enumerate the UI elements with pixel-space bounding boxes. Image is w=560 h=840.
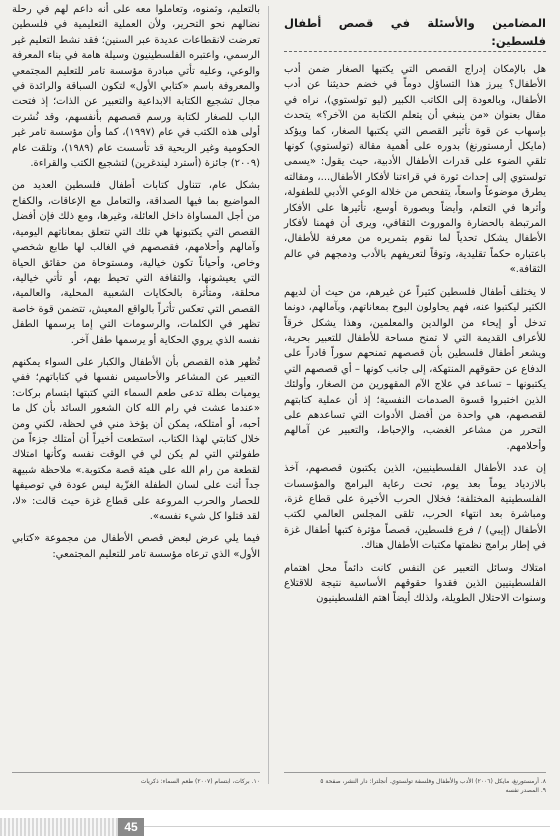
paragraph: هل بالإمكان إدراج القصص التي يكتبها الصغار ضمن أدب الأطفال؟ يبرز هذا التساؤل دوماً في خضم حديثنا عن أدب الأطفال، وبالعودة إلى الكاتب الكبير (ليو تولستوي)، نراه في مقال بعنوان «من ينبغي أن يتعلم الكتابة من الآخر؟» يتحدث بإسهاب عن قوة تأثير القصص التي يكتبها الصغار، كما ويؤكد (مايكل أرمستورنغ) بدوره على أهمية مقالة (تولستوي) كونها تلقي الضوء على قدرات الأطفال الأدبية، حيث يقول: «يسمى تولستوي إلى إحداث ثورة في قراءتنا لأفكار الأطفال...، ومقالته يطرق موضوعاً واسعاً، يتفحص من خلاله الوعي الأدبي للطفولة، وأثرها في التعلم، وأيضاً وبصورة أوسع، تأثيرها على الأفكار المرتبطة بالحضارة والموروث الثقافي، ويرى أن فهمنا لأفكار الأطفال يشكل تحدياً لما نقوم بتمريره من معرفة للأطفال، باعتباره حكماً تقليدية، وتوقاً لتعريفهم بالأدب ودمجهم في عالم الثقافة.»: [284, 64, 546, 276]
paragraph: لا يختلف أطفال فلسطين كثيراً عن غيرهم، من حيث أن لديهم الكثير ليكتبوا عنه، فهم يحاولون البوح بمعاناتهم، وبآمالهم، دونما تدخل أو إيحاء من الوالدين والمعلمين، وهذا يشكل خرقاً للأعراف القديمة التي لا تمنح مساحة للأطفال للتعبير بحرية، ويشعر أطفال فلسطين بأن قصصهم تمنحهم سوراً قادراً على الدفاع عن حقوقهم المنتهكة، إلى جانب كونها – أي قصصهم التي يكتبونها – تساعد في علاج الآم المقهورين من الصغار، وأولئك الذين اختبروا قسوة الصدمات النفسية؛ إذ أن عملية كتابتهم لقصصهم، هي واحدة من أفضل الأدوات التي تساعدهم على التحرر من مشاعر الغضب، والإحباط، والتعبير عن آمالهم وأحلامهم.: [284, 286, 546, 452]
right-column: [284, 14, 546, 614]
paragraph: تُظهر هذه القصص بأن الأطفال والكبار على السواء يمكنهم التعبير عن المشاعر والأحاسيس نفسها في كتاباتهم؛ ففي يوميات بطلة تدعى طعم السماء التي كتبتها ابتسام بركات: «عندما عشت في رام الله كان الشعور السائد بأن كل ما أحبه، أو أمتلكه، يمكن أن يؤخذ مني في لحظة، لكني ومن خلال كتابتي لهذا الكتاب، استطعت أخيراً أن أمتلك جزءاً من طفولتي التي لم يكن لي في الوقت نفسه وكأنها امتلاك لقطعة من رام الله على هيئة قصة مكتوبة.» ملاحظة شبيهة جداً أتت على لسان الطفلة الغزّية ليس عودة في توصيفها للحصار والحرب المروعة على قطاع غزة حيث قالت: «لا، لقد قتلوا كل شيء نفسه».: [12, 356, 260, 522]
paragraph: بشكل عام، تتناول كتابات أطفال فلسطين العديد من المواضيع بما فيها الصداقة، والتعامل مع الإعاقات، والكفاح من أجل المساواة داخل العائلة، وغيرها، ومع ذلك فإن أفضل القصص التي يكتبونها هي تلك التي تتعلق بمعاناتهم اليومية، وآمالهم وأحلامهم، فقصصهم في الغالب لها طابع شخصي وخاص، وأحياناً تكون خيالية، ومستوحاة من حقائق الحياة التي يعيشونها، والثقافة التي تحيط بهم، أو تأتي خيالية، محلقة، ومتأثرة بالحكايات الشعبية المحلية، والعالمية، القصص التي تعكس تأثراً بالواقع المعيش، تتضمن قوة خاصة تظهر في الكلمات، والرسومات التي إما يرسمها الطفل نفسه الذي يروي الحكاية أو يرسمها طفل آخر.: [12, 180, 260, 346]
paragraph: فيما يلي عرض لبعض قصص الأطفال من مجموعة «كتابي الأول» الذي ترعاه مؤسسة تامر للتعليم المجتمعي:: [12, 533, 260, 560]
footnotes-left: [12, 772, 260, 786]
paragraph: امتلاك وسائل التعبير عن النفس كانت دائماً محل اهتمام الفلسطينيين الذين فقدوا حقوقهم الأساسية نتيجة للاقتلاع وسنوات الاحتلال الطويلة، ولذلك أيضاً اهتم الفلسطينيون: [284, 562, 546, 605]
footer-pattern: [0, 818, 118, 836]
column-divider: [268, 6, 269, 784]
page-number: 45: [118, 818, 144, 836]
footnote: ٨. أرمستورنغ، مايكل (٢٠٠٦) الأدب والأطفال وفلسفة تولستوي. أنجلترا: دار النشر، صفحة ٥: [320, 778, 546, 785]
footnotes-right: [284, 772, 546, 795]
paragraph: بالتعليم، وثمنوه، وتعاملوا معه على أنه داعم لهم في رحلة نضالهم نحو التحرير، ولأن العملية التعليمية في فلسطين تعرضت لانقطاعات عديدة عبر السنين؛ فقد نشط التعليم غير الرسمي، واعتبره الفلسطينيون وسيلة هامة في بناء المعرفة والوعي، وعليه تأتي مبادرة مؤسسة تامر للتعليم المجتمعي والمعروفة باسم «كتابي الأول» لتكون السباقة والرائدة في مجال تشجيع الكتابة الابداعية والتعبير عن الذات؛ إذ فتحت الباب للصغار لكتابة ورسم قصصهم بأنفسهم، وقد نُشرت أولى هذه الكتب في عام (١٩٩٧)، كما وأن مؤسسة تامر غير الحكومية وغير الربحية قد تأسست عام (١٩٨٩)، وتلقت عام (٢٠٠٩) جائزة (أسترد ليندغرين) لتشجيع الكتب والقراءة.: [12, 4, 260, 170]
footnote: ١٠. بركات، ابتسام (٢٠٠٧) طعم السماء: ذكريات: [140, 778, 260, 785]
footer-rule: [144, 826, 550, 827]
left-column: [12, 2, 260, 569]
page-footer: [0, 810, 560, 840]
section-heading: المضامين والأسئلة في قصص أطفال فلسطين:: [284, 14, 546, 52]
footnote: ٩. المصدر نفسه: [505, 787, 546, 794]
paragraph: إن عدد الأطفال الفلسطينيين، الذين يكتبون قصصهم، آخذ بالازدياد يوماً بعد يوم، تحت رعاية البرامج والمؤسسات الفلسطينية المختلفة؛ فخلال الحرب الأخيرة على قطاع غزة، ومباشرة بعد انتهاء الحرب، تلقى المجلس العالمي لكتب الأطفال (إيبي) / فرع فلسطين، قصصاً مؤثرة كتبها أطفال غزة في إطار برامج نظمتها مكتبات الأطفال هناك.: [284, 463, 546, 552]
